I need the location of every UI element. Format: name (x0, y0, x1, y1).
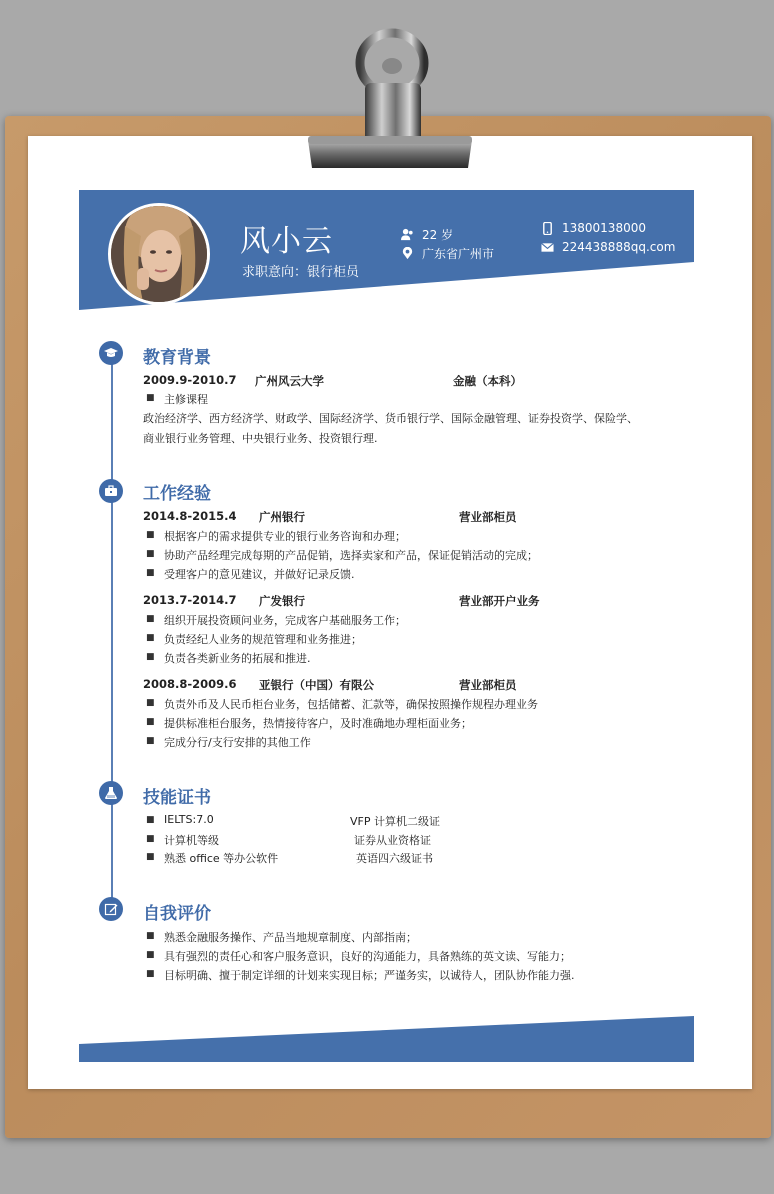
bullet: ■ (146, 834, 155, 844)
email-info (541, 240, 675, 254)
job-item: 负责经纪人业务的规范管理和业务推进； (164, 633, 362, 646)
job-company: 亚银行（中国）有限公 (259, 678, 374, 692)
self-item: 具有强烈的责任心和客户服务意识，良好的沟通能力，具备熟练的英文读、写能力； (164, 950, 571, 963)
self-item: 目标明确、擅于制定详细的计划来实现目标；严谨务实，以诚待人，团队协作能力强. (164, 969, 575, 982)
email-text: 224438888qq.com (562, 240, 676, 254)
bullet: ■ (146, 931, 155, 941)
pencil-icon (104, 902, 118, 916)
job-role: 营业部开户业务 (459, 594, 540, 608)
job-role: 营业部柜员 (459, 678, 517, 692)
mail-icon (541, 241, 554, 254)
job-item: 协助产品经理完成每期的产品促销，选择卖家和产品，保证促销活动的完成； (164, 549, 538, 562)
location-info (401, 245, 494, 262)
skill-left: 计算机等级 (164, 834, 219, 847)
avatar (108, 203, 210, 305)
briefcase-icon (104, 484, 118, 498)
bullet: ■ (146, 969, 155, 979)
flask-icon (104, 786, 118, 800)
courses-line-1: 政治经济学、西方经济学、财政学、国际经济学、货币银行学、国际金融管理、证券投资学、保险学、 (143, 412, 638, 425)
skill-left: 熟悉 office 等办公软件 (164, 852, 279, 865)
age-text: 22 岁 (422, 228, 454, 242)
bullet: ■ (146, 549, 155, 559)
phone-text: 13800138000 (562, 221, 646, 235)
self-section-icon (99, 897, 123, 921)
job-intent: 求职意向：银行柜员 (242, 265, 360, 280)
bullet: ■ (146, 950, 155, 960)
job-period: 2013.7-2014.7 (143, 593, 237, 607)
timeline-line (111, 352, 113, 908)
location-text: 广东省广州市 (422, 247, 495, 261)
job-item: 负责各类新业务的拓展和推进. (164, 652, 311, 665)
bullet: ■ (146, 852, 155, 862)
education-period: 2009.9-2010.7 (143, 373, 237, 387)
education-section-icon (99, 341, 123, 365)
job-role: 营业部柜员 (459, 510, 517, 524)
bullet: ■ (146, 698, 155, 708)
skill-left: IELTS:7.0 (164, 813, 214, 826)
job-item: 提供标准柜台服务，热情接待客户，及时准确地办理柜面业务； (164, 717, 472, 730)
bullet: ■ (146, 736, 155, 746)
bullet: ■ (146, 530, 155, 540)
courses-line-2: 商业银行业务管理、中央银行业务、投资银行理. (143, 432, 378, 445)
job-item: 负责外币及人民币柜台业务，包括储蓄、汇款等，确保按照操作规程办理业务 (164, 698, 538, 711)
bullet: ■ (146, 568, 155, 578)
phone-icon (541, 222, 554, 235)
user-icon (401, 228, 414, 241)
skills-section-icon (99, 781, 123, 805)
bullet: ■ (146, 393, 155, 403)
age-info (401, 226, 453, 243)
phone-info (541, 221, 646, 235)
bullet: ■ (146, 614, 155, 624)
skill-right: 英语四六级证书 (356, 852, 433, 865)
bullet: ■ (146, 717, 155, 727)
work-title: 工作经验 (143, 484, 211, 504)
course-label: 主修课程 (164, 393, 208, 406)
skills-title: 技能证书 (143, 788, 211, 808)
education-title: 教育背景 (143, 348, 211, 368)
binder-clip-icon (300, 28, 480, 178)
resume-footer (79, 1016, 694, 1062)
job-company: 广发银行 (259, 594, 305, 608)
skill-right: 证券从业资格证 (354, 834, 431, 847)
work-section-icon (99, 479, 123, 503)
job-item: 根据客户的需求提供专业的银行业务咨询和办理； (164, 530, 406, 543)
graduation-cap-icon (104, 346, 118, 360)
bullet: ■ (146, 633, 155, 643)
education-school: 广州风云大学 (255, 374, 324, 388)
self-item: 熟悉金融服务操作、产品当地规章制度、内部指南； (164, 931, 417, 944)
job-item: 受理客户的意见建议，并做好记录反馈. (164, 568, 355, 581)
candidate-name: 风小云 (240, 224, 333, 259)
bullet: ■ (146, 815, 155, 825)
job-company: 广州银行 (259, 510, 305, 524)
location-icon (401, 247, 414, 260)
job-period: 2014.8-2015.4 (143, 509, 237, 523)
self-title: 自我评价 (143, 904, 211, 924)
job-item: 完成分行/支行安排的其他工作 (164, 736, 311, 749)
job-period: 2008.8-2009.6 (143, 677, 237, 691)
education-major: 金融（本科） (453, 374, 522, 388)
skill-right: VFP 计算机二级证 (350, 815, 440, 828)
bullet: ■ (146, 652, 155, 662)
job-item: 组织开展投资顾问业务，完成客户基础服务工作； (164, 614, 406, 627)
